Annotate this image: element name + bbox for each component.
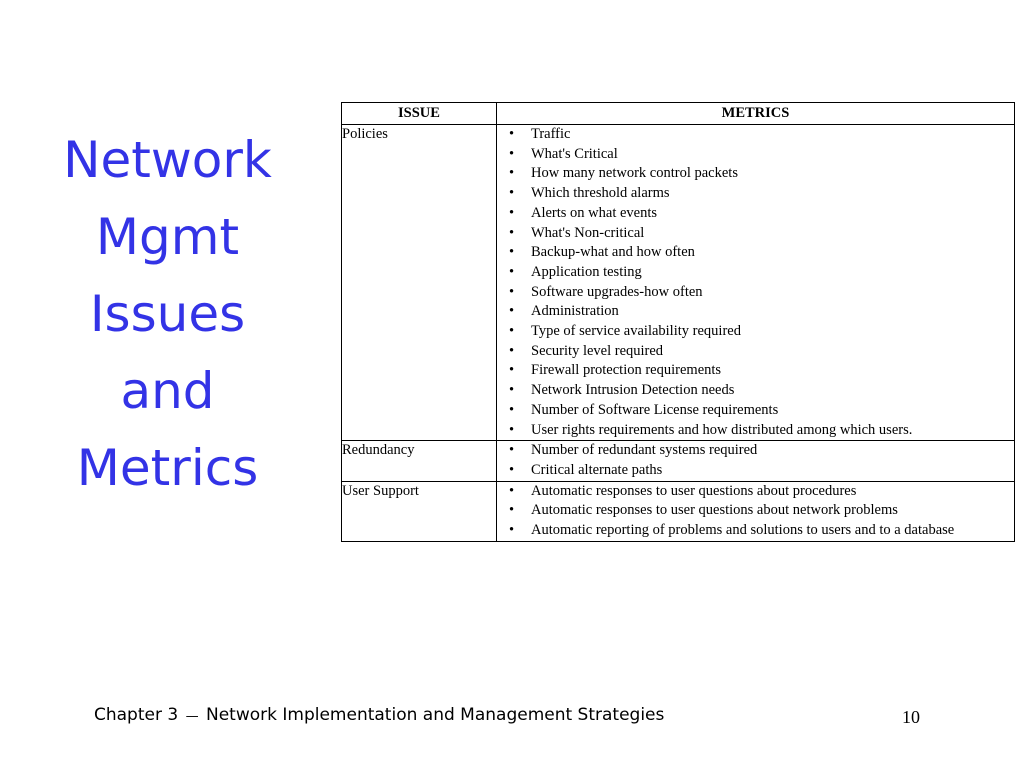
table-body — [342, 125, 1015, 542]
issue-cell: Policies — [342, 125, 497, 441]
metric-list — [497, 125, 1014, 440]
metric-list — [497, 482, 1014, 541]
issue-column-header: ISSUE — [342, 103, 497, 125]
metric-item: • Automatic reporting of problems and solutions to users and to a database — [497, 521, 1014, 541]
metric-item: • Network Intrusion Detection needs — [497, 381, 1014, 401]
metric-item: • Traffic — [497, 125, 1014, 145]
table-row — [342, 441, 1015, 481]
issue-cell: Redundancy — [342, 441, 497, 481]
metric-item: • Software upgrades-how often — [497, 283, 1014, 303]
metric-item: • What's Non-critical — [497, 224, 1014, 244]
metric-item: • Which threshold alarms — [497, 184, 1014, 204]
footer-subtitle: Network Implementation and Management Strategies — [206, 705, 665, 725]
metric-item: • How many network control packets — [497, 164, 1014, 184]
metrics-cell — [497, 481, 1015, 541]
metric-item: • Number of redundant systems required — [497, 441, 1014, 461]
slide-title-line: Metrics — [76, 439, 259, 497]
metric-item: • User rights requirements and how distributed among which users. — [497, 421, 1014, 441]
slide-title-line: Mgmt — [95, 208, 240, 266]
footer-chapter: Chapter 3 — [94, 705, 179, 725]
metric-item: • Critical alternate paths — [497, 461, 1014, 481]
footer-separator: — — [185, 709, 199, 724]
page-number: 10 — [902, 707, 920, 727]
metric-item: • What's Critical — [497, 145, 1014, 165]
metric-item: • Application testing — [497, 263, 1014, 283]
issue-cell: User Support — [342, 481, 497, 541]
table-row — [342, 125, 1015, 441]
metric-item: • Backup-what and how often — [497, 243, 1014, 263]
metrics-cell — [497, 125, 1015, 441]
metrics-column-header: METRICS — [497, 103, 1015, 125]
slide-title-line: and — [120, 362, 215, 420]
metrics-cell — [497, 441, 1015, 481]
slide-title — [30, 122, 305, 507]
metric-item: • Automatic responses to user questions about network problems — [497, 501, 1014, 521]
slide-title-line: Issues — [89, 285, 246, 343]
metric-item: • Firewall protection requirements — [497, 361, 1014, 381]
metric-item: • Alerts on what events — [497, 204, 1014, 224]
metric-item: • Type of service availability required — [497, 322, 1014, 342]
footer — [94, 705, 664, 725]
metric-item: • Number of Software License requirements — [497, 401, 1014, 421]
metric-item: • Administration — [497, 302, 1014, 322]
metric-item: • Automatic responses to user questions about procedures — [497, 482, 1014, 502]
metric-list — [497, 441, 1014, 480]
slide-title-line: Network — [63, 131, 272, 189]
table-row — [342, 481, 1015, 541]
table-header-row — [342, 103, 1015, 125]
metrics-table — [341, 102, 1015, 542]
metric-item: • Security level required — [497, 342, 1014, 362]
